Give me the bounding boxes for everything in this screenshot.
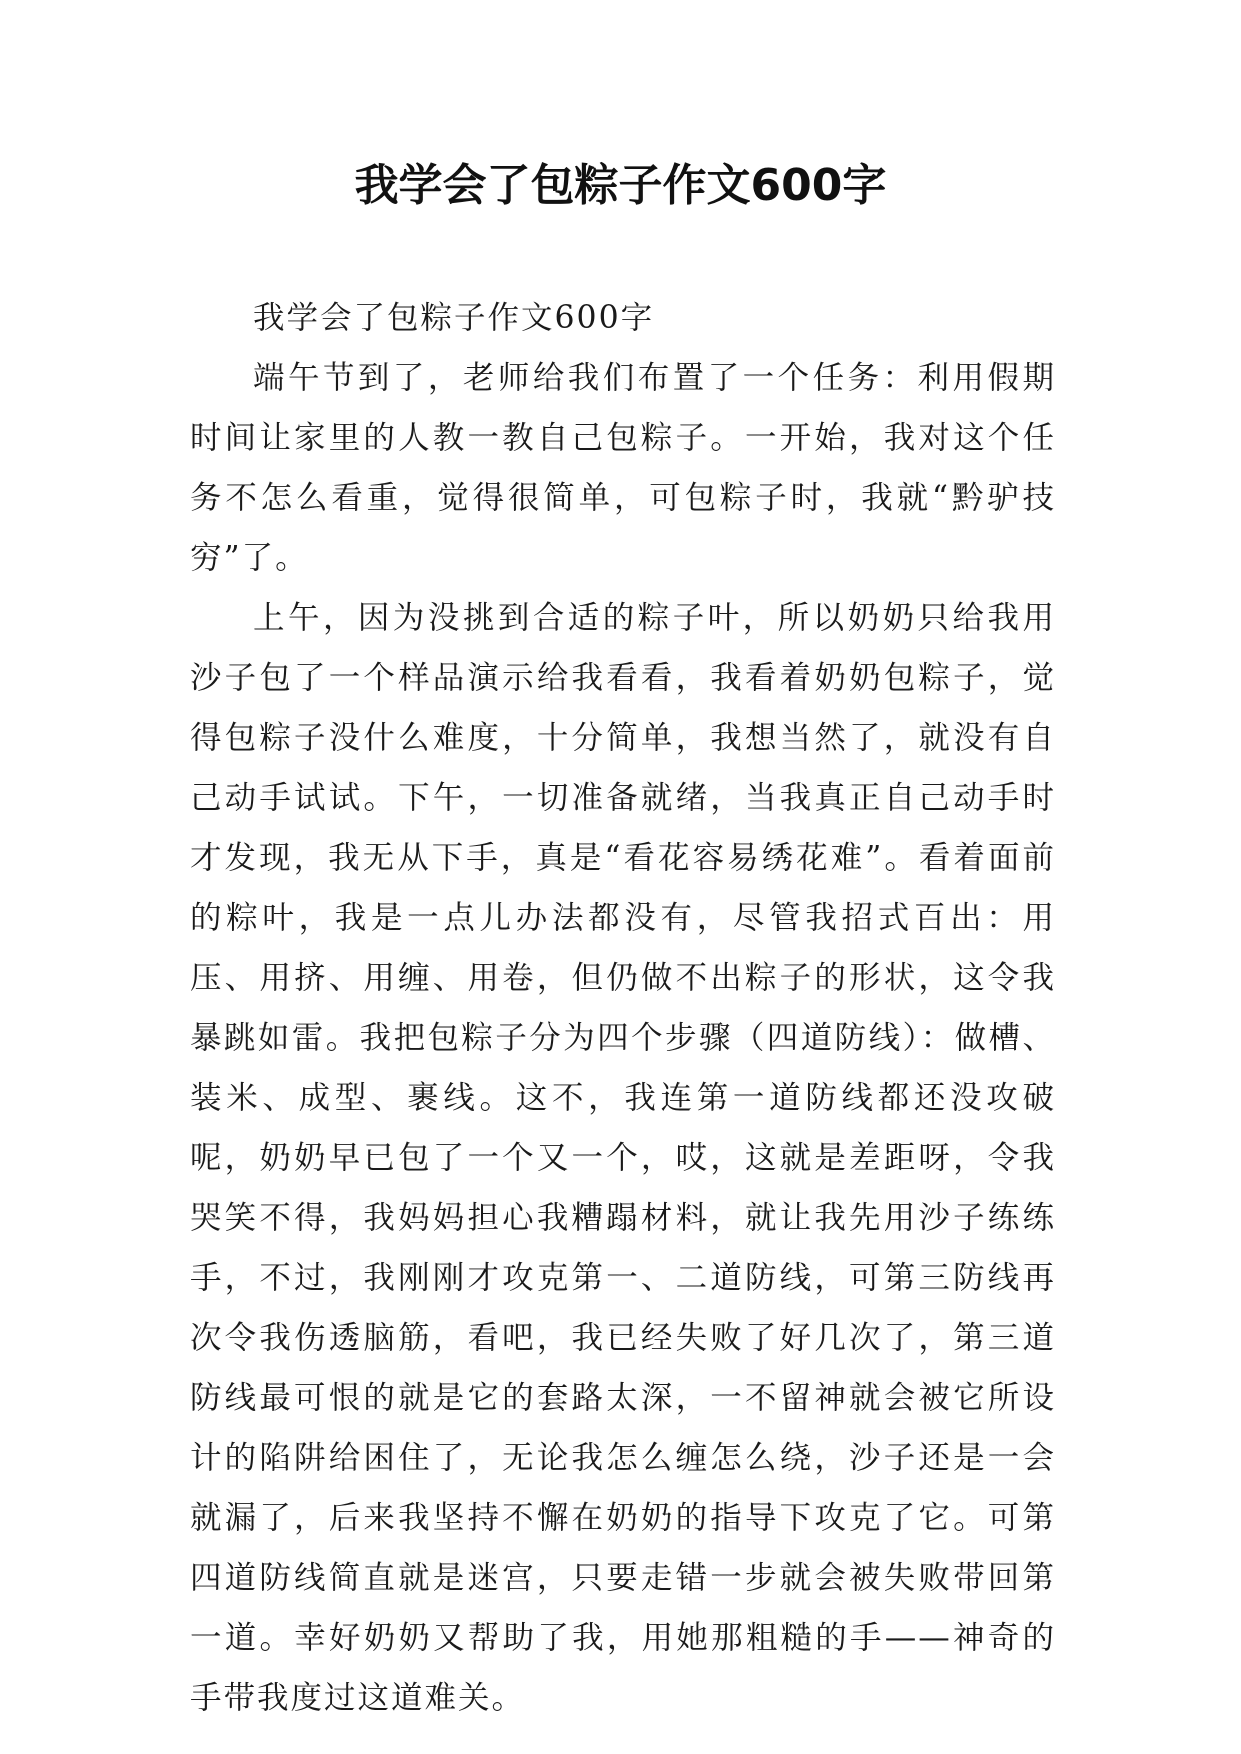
document-title: 我学会了包粽子作文600字 — [354, 160, 887, 211]
document-body — [190, 288, 1056, 1728]
paragraph-intro: 端午节到了，老师给我们布置了一个任务：利用假期时间让家里的人教一教自己包粽子。一开始，我对这个任务不怎么看重，觉得很简单，可包粽子时，我就“黔驴技穷”了。 — [190, 360, 1056, 576]
paragraph-subtitle: 我学会了包粽子作文600字 — [253, 300, 655, 336]
paragraph-main: 上午，因为没挑到合适的粽子叶，所以奶奶只给我用沙子包了一个样品演示给我看看，我看着奶奶包粽子，觉得包粽子没什么难度，十分简单，我想当然了，就没有自己动手试试。下午，一切准备就绪，当我真正自己动手时才发现，我无从下手，真是“看花容易绣花难”。看着面前的粽叶，我是一点儿办法都没有，尽管我招式百出：用压、用挤、用缠、用卷，但仍做不出粽子的形状，这令我暴跳如雷。我把包粽子分为四个步骤（四道防线）：做槽、装米、成型、裹线。这不，我连第一道防线都还没攻破呢，奶奶早已包了一个又一个，哎，这就是差距呀，令我哭笑不得，我妈妈担心我糟蹋材料，就让我先用沙子练练手，不过，我刚刚才攻克第一、二道防线，可第三防线再次令我伤透脑筋，看吧，我已经失败了好几次了，第三道防线最可恨的就是它的套路太深，一不留神就会被它所设计的陷阱给困住了，无论我怎么缠怎么绕，沙子还是一会就漏了，后来我坚持不懈在奶奶的指导下攻克了它。可第四道防线简直就是迷宫，只要走错一步就会被失败带回第一道。幸好奶奶又帮助了我，用她那粗糙的手——神奇的手带我度过这道难关。 — [190, 600, 1056, 1716]
